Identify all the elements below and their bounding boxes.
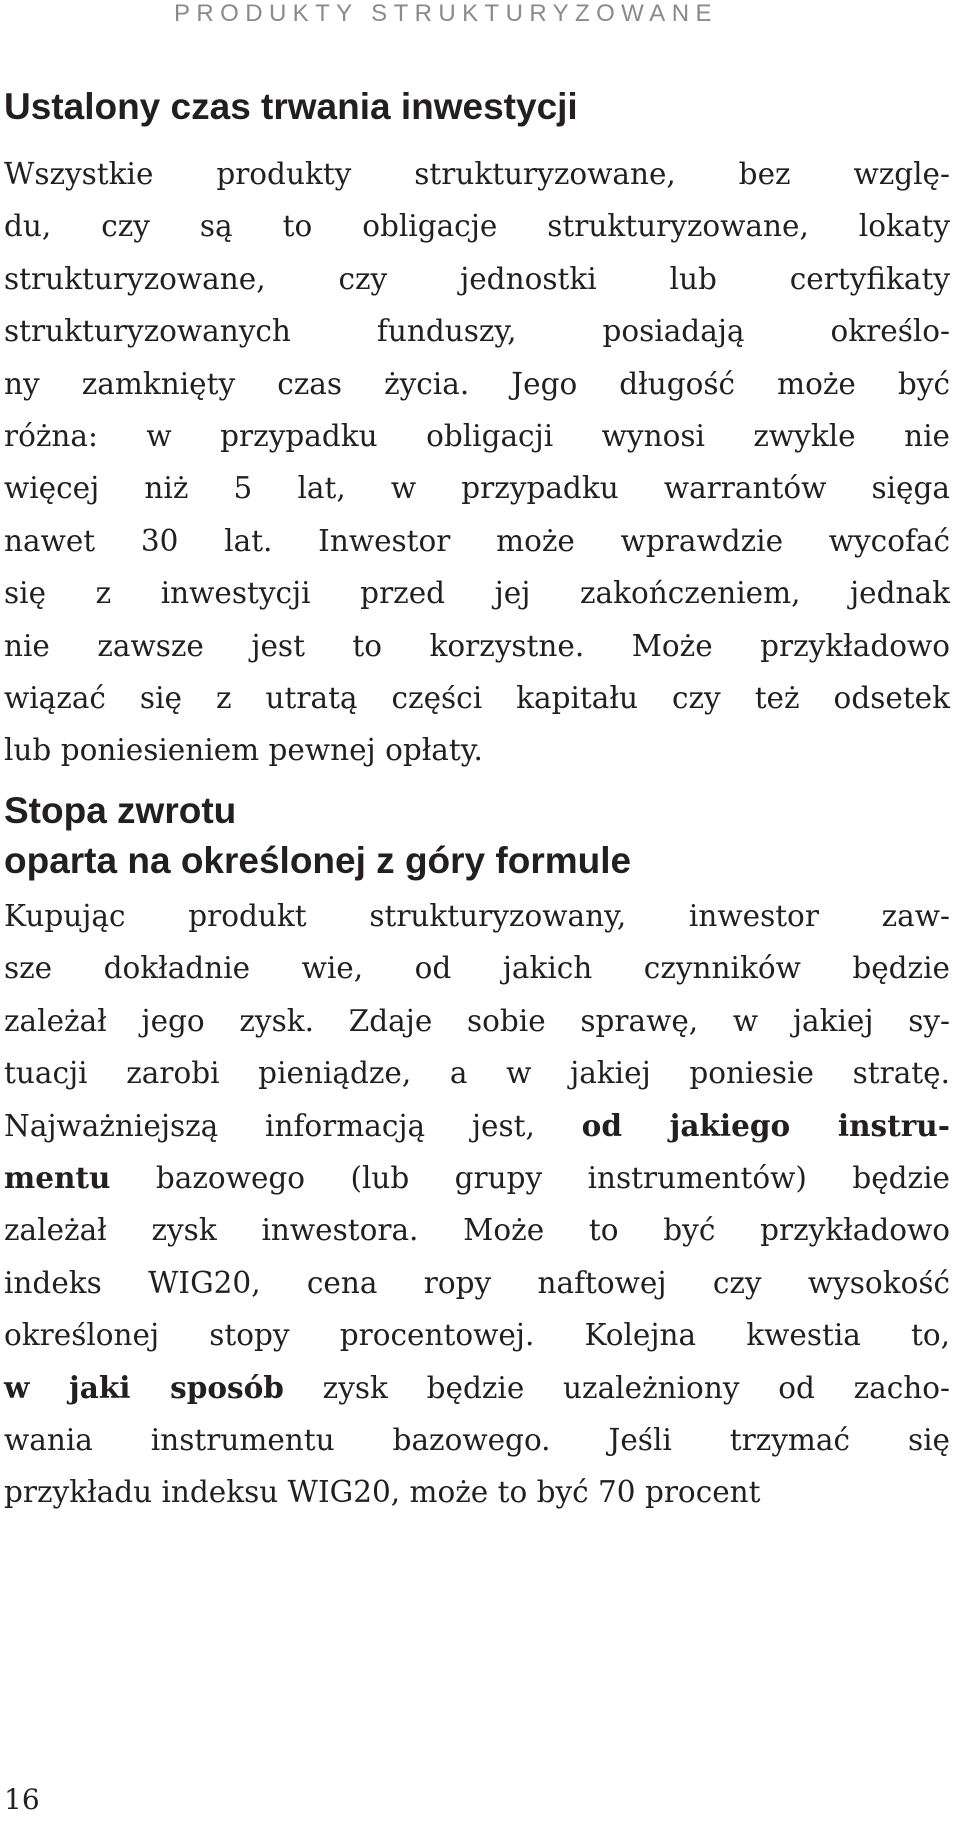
paragraph-line: tuacji zarobi pieniądze, a w jakiej poniesie stratę. — [4, 1056, 950, 1091]
emphasized-text: mentu — [4, 1160, 111, 1196]
paragraph-fixed-duration — [4, 148, 950, 777]
heading-line: oparta na określonej z góry formule — [4, 840, 632, 881]
paragraph-line: wiązać się z utratą części kapitału czy też odsetek — [4, 681, 950, 716]
paragraph-line: więcej niż 5 lat, w przypadku warrantów sięga — [4, 471, 950, 506]
paragraph-rate-of-return — [4, 890, 950, 1519]
paragraph-line: zależał jego zysk. Zdaje sobie sprawę, w jakiej sy- — [4, 1003, 950, 1038]
paragraph-line — [4, 1152, 950, 1204]
paragraph-line: indeks WIG20, cena ropy naftowej czy wysokość — [4, 1265, 950, 1300]
line-text: Najważniejszą informacją jest, — [4, 1108, 582, 1143]
paragraph-line: się z inwestycji przed jej zakończeniem, jednak — [4, 576, 950, 611]
paragraph-line: nawet 30 lat. Inwestor może wprawdzie wycofać — [4, 523, 950, 558]
paragraph-line — [4, 1362, 950, 1414]
line-text: zysk będzie uzależniony od zacho- — [283, 1370, 950, 1405]
paragraph-line: strukturyzowanych funduszy, posiadają określo- — [4, 314, 950, 349]
section-heading-rate-of-return — [4, 786, 631, 886]
paragraph-line: nie zawsze jest to korzystne. Może przykładowo — [4, 628, 950, 663]
paragraph-line: strukturyzowane, czy jednostki lub certyfikaty — [4, 261, 950, 296]
section-heading-fixed-duration — [4, 82, 578, 132]
running-header: PRODUKTY STRUKTURYZOWANE — [174, 0, 718, 27]
paragraph-line: du, czy są to obligacje strukturyzowane, lokaty — [4, 209, 950, 244]
paragraph-line: przykładu indeksu WIG20, może to być 70 procent — [4, 1475, 761, 1510]
emphasized-text: w jaki sposób — [4, 1369, 284, 1405]
paragraph-line: zależał zysk inwestora. Może to być przykładowo — [4, 1213, 950, 1248]
page-number: 16 — [4, 1783, 40, 1816]
paragraph-line: sze dokładnie wie, od jakich czynników będzie — [4, 951, 950, 986]
paragraph-line: Kupując produkt strukturyzowany, inwestor zaw- — [4, 899, 950, 933]
paragraph-line: lub poniesieniem pewnej opłaty. — [4, 733, 483, 768]
paragraph-line — [4, 1100, 950, 1152]
emphasized-text: od jakiego instru- — [581, 1107, 951, 1143]
paragraph-line: ny zamknięty czas życia. Jego długość może być — [4, 366, 950, 401]
heading-line: Ustalony czas trwania inwestycji — [4, 86, 578, 127]
paragraph-line: wania instrumentu bazowego. Jeśli trzymać się — [4, 1423, 950, 1458]
paragraph-line: określonej stopy procentowej. Kolejna kwestia to, — [4, 1318, 950, 1353]
paragraph-line: różna: w przypadku obligacji wynosi zwykle nie — [4, 419, 950, 454]
paragraph-line: Wszystkie produkty strukturyzowane, bez wzglę- — [4, 157, 950, 191]
heading-line: Stopa zwrotu — [4, 790, 237, 831]
line-text: bazowego (lub grupy instrumentów) będzie — [110, 1161, 950, 1196]
